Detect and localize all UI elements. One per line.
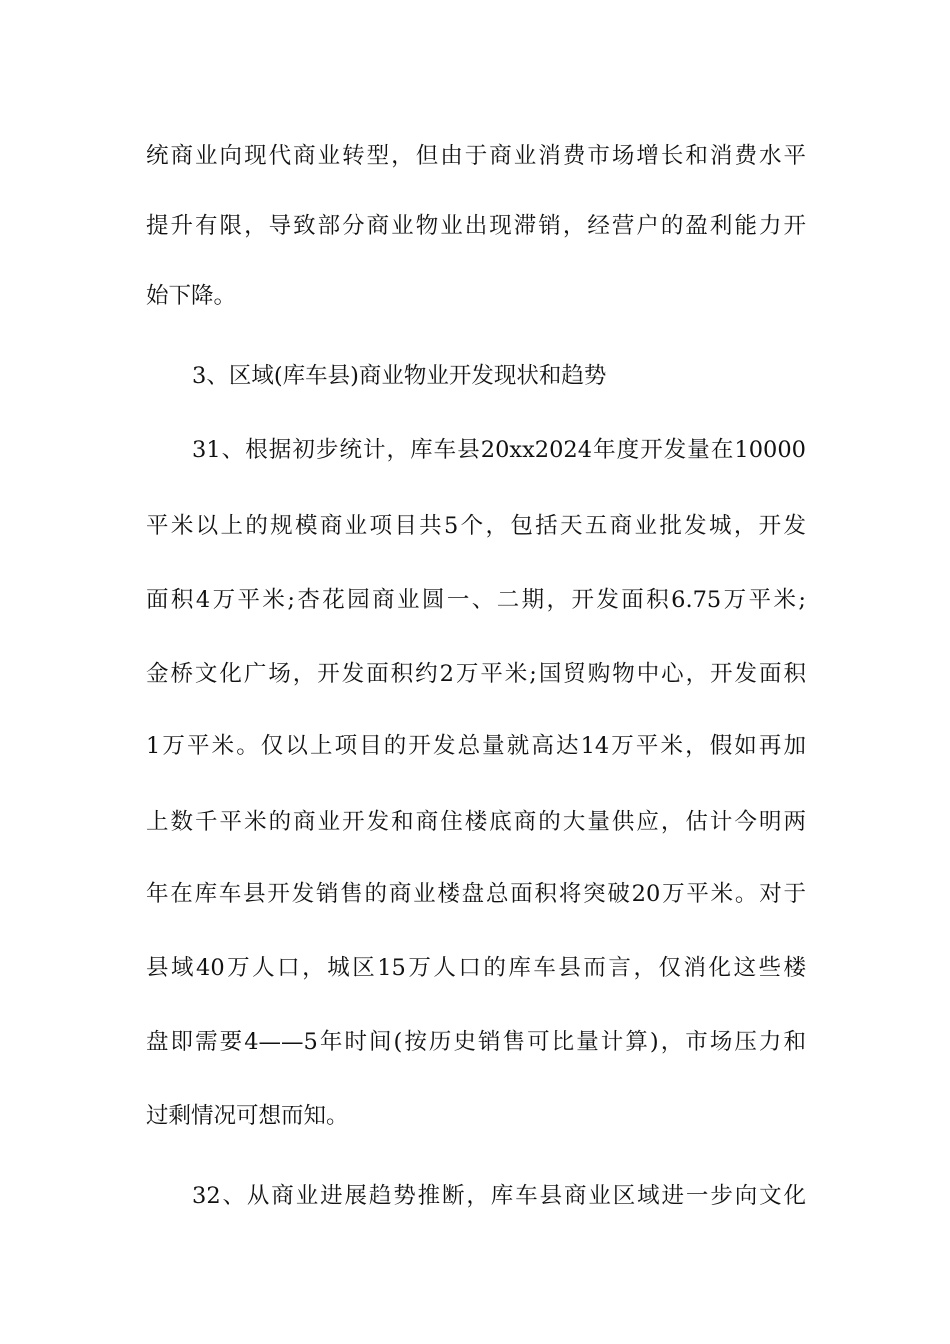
paragraph-line-5: 31、根据初步统计，库车县20xx2024年度开发量在10000 xyxy=(192,437,806,463)
paragraph-line-3: 始下降。 xyxy=(146,283,237,309)
paragraph-line-2: 提升有限，导致部分商业物业出现滞销，经营户的盈利能力开 xyxy=(146,213,806,239)
paragraph-line-11: 年在库车县开发销售的商业楼盘总面积将突破20万平米。对于 xyxy=(146,881,806,907)
paragraph-line-1: 统商业向现代商业转型，但由于商业消费市场增长和消费水平 xyxy=(146,143,806,169)
paragraph-line-6: 平米以上的规模商业项目共5个，包括天五商业批发城，开发 xyxy=(146,513,806,539)
paragraph-line-7: 面积4万平米;杏花园商业圆一、二期，开发面积6.75万平米; xyxy=(146,587,806,613)
paragraph-line-13: 盘即需要4——5年时间(按历史销售可比量计算)，市场压力和 xyxy=(146,1029,806,1055)
paragraph-line-9: 1万平米。仅以上项目的开发总量就高达14万平米，假如再加 xyxy=(146,733,806,759)
paragraph-line-10: 上数千平米的商业开发和商住楼底商的大量供应，估计今明两 xyxy=(146,809,806,835)
section-heading: 3、区域(库车县)商业物业开发现状和趋势 xyxy=(192,363,607,389)
paragraph-line-14: 过剩情况可想而知。 xyxy=(146,1103,349,1129)
paragraph-line-12: 县域40万人口，城区15万人口的库车县而言，仅消化这些楼 xyxy=(146,955,806,981)
paragraph-line-15: 32、从商业进展趋势推断，库车县商业区域进一步向文化 xyxy=(192,1183,806,1209)
paragraph-line-8: 金桥文化广场，开发面积约2万平米;国贸购物中心，开发面积 xyxy=(146,661,806,687)
